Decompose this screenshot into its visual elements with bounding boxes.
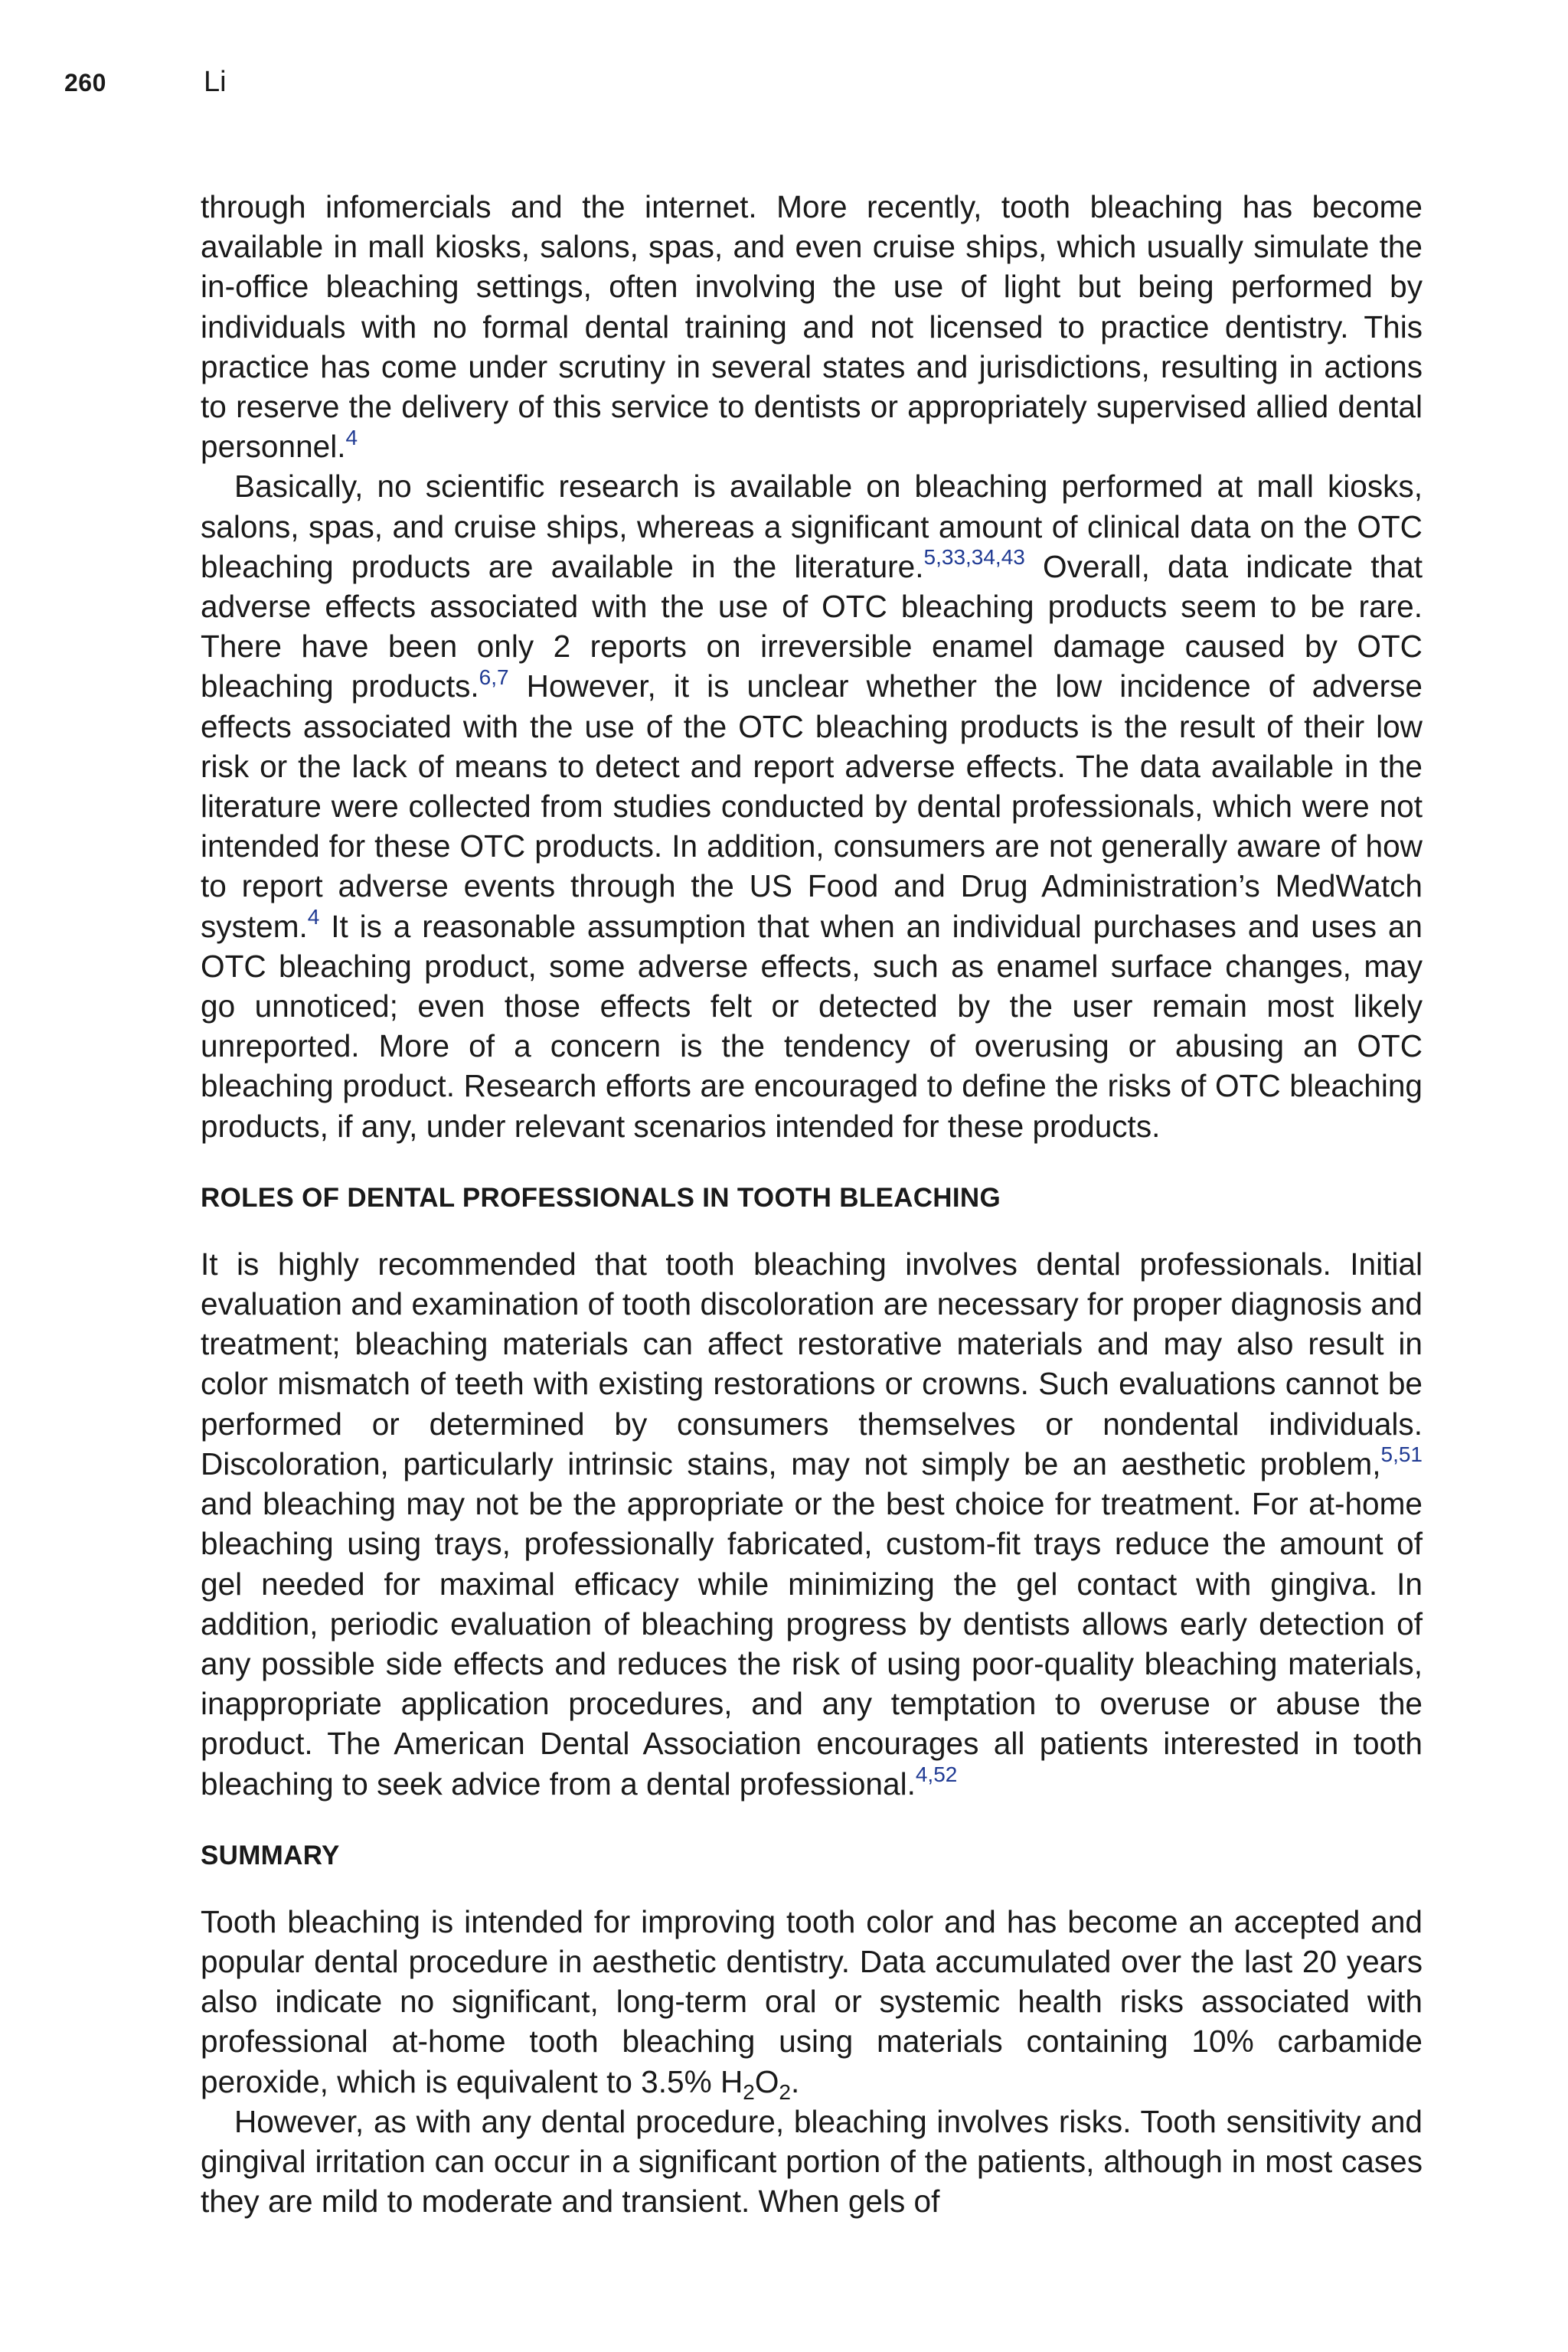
- subscript: 2: [779, 2079, 791, 2104]
- article-body: [201, 187, 1423, 2221]
- citation-link[interactable]: 5,33,34,43: [923, 545, 1025, 570]
- paragraph-risks: However, as with any dental procedure, bleaching involves risks. Tooth sensitivity and gingival irritation can occur in a significant portion of the patients, although in most cases they are mild to moderate and transient. When gels of: [201, 2103, 1423, 2220]
- paragraph-otc-bleaching-data: Basically, no scientific research is available on bleaching performed at mall kiosks, salons, spas, and cruise ships, whereas a significant amount of clinical data on the OTC bleaching products are available in the literature.$^{5,33,34,43}$ Overall, data indicate that adverse effects associated with the use of OTC bleaching products seem to be rare. There have been only 2 reports on irreversible enamel damage caused by OTC bleaching products.$^{6,7}$ However, it is unclear whether the low incidence of adverse effects associated with the use of the OTC bleaching products is the result of their low risk or the lack of means to detect and report adverse effects. The data available in the literature were collected from studies conducted by dental professionals, which were not intended for these OTC products. In addition, consumers are not generally aware of how to report adverse events through the US Food and Drug Administration’s MedWatch system.$^4$ It is a reasonable assumption that when an individual purchases and uses an OTC bleaching product, some adverse effects, such as enamel surface changes, may go unnoticed; even those effects felt or detected by the user remain most likely unreported. More of a concern is the tendency of overusing or abusing an OTC bleaching product. Research efforts are encouraged to define the risks of OTC bleaching products, if any, under relevant scenarios intended for these products.: [201, 469, 1423, 1144]
- section-heading-roles: ROLES OF DENTAL PROFESSIONALS IN TOOTH BLEACHING: [201, 1182, 1001, 1213]
- page-header: [64, 66, 227, 104]
- citation-link[interactable]: 6,7: [479, 665, 509, 689]
- citation-link[interactable]: 4: [307, 905, 320, 929]
- citation-link[interactable]: 5,51: [1380, 1442, 1423, 1467]
- subscript: 2: [743, 2079, 755, 2104]
- paragraph-summary: Tooth bleaching is intended for improving tooth color and has become an accepted and popular dental procedure in aesthetic dentistry. Data accumulated over the last 20 years also indicate no significant, long-term oral or systemic health risks associated with professional at-home tooth bleaching using materials containing 10% carbamide peroxide, which is equivalent to 3.5% $H_2O_2$.: [201, 1903, 1423, 2104]
- page-number: 260: [64, 69, 106, 96]
- citation-link[interactable]: 4,52: [915, 1762, 958, 1786]
- section-heading-summary: SUMMARY: [201, 1840, 340, 1870]
- citation-link[interactable]: 4: [345, 425, 358, 449]
- paragraph-infomercials: through infomercials and the internet. More recently, tooth bleaching has become available in mall kiosks, salons, spas, and even cruise ships, which usually simulate the in-office bleaching settings, often involving the use of light but being performed by individuals with no formal dental training and not licensed to practice dentistry. This practice has come under scrutiny in several states and jurisdictions, resulting in actions to reserve the delivery of this service to dentists or appropriately supervised allied dental personnel.$^4$: [201, 189, 1423, 465]
- paragraph-dental-professionals: It is highly recommended that tooth bleaching involves dental professionals. Initial evaluation and examination of tooth discoloration are necessary for proper diagnosis and treatment; bleaching materials can affect restorative materials and may also result in color mismatch of teeth with existing restorations or crowns. Such evaluations cannot be performed or determined by consumers themselves or nondental individuals. Discoloration, particularly intrinsic stains, may not simply be an aesthetic problem,$^{5,51}$ and bleaching may not be the appropriate or the best choice for treatment. For at-home bleaching using trays, professionally fabricated, custom-fit trays reduce the amount of gel needed for maximal efficacy while minimizing the gel contact with gingiva. In addition, periodic evaluation of bleaching progress by dentists allows early detection of any possible side effects and reduces the risk of using poor-quality bleaching materials, inappropriate application procedures, and any temptation to overuse or abuse the product. The American Dental Association encourages all patients interested in tooth bleaching to seek advice from a dental professional.$^{4,52}$: [201, 1246, 1423, 1802]
- running-head-author: Li: [204, 66, 227, 98]
